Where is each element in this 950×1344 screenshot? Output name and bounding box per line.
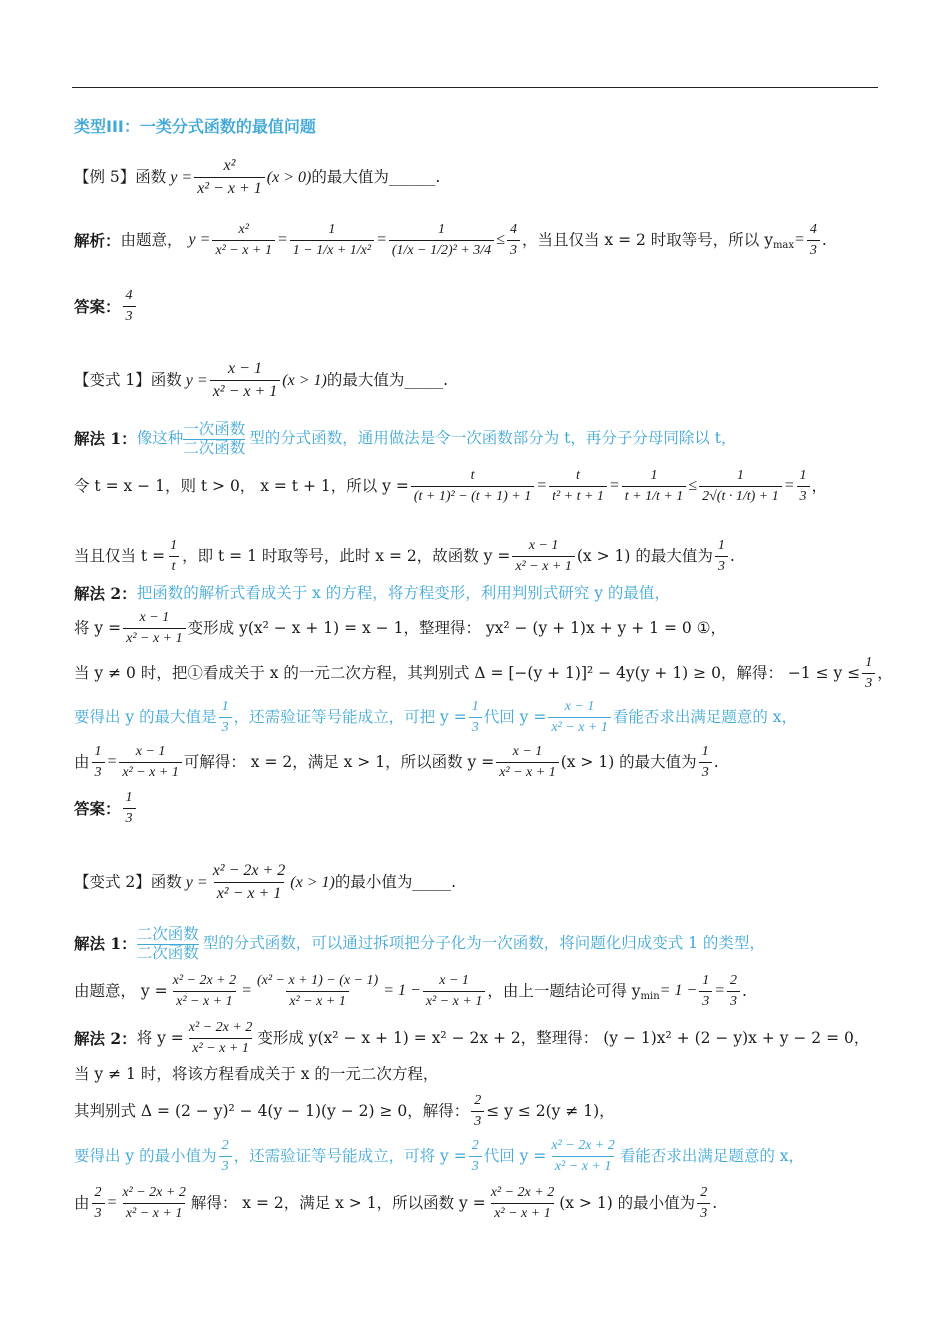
v1-type-stack: 一次函数 二次函数 bbox=[183, 420, 246, 457]
ex5-lead: 【例 5】函数 bbox=[74, 167, 167, 186]
v2-l7-min: $\frac{2}{3}$ bbox=[697, 1185, 710, 1222]
eq-sign: = bbox=[783, 477, 795, 495]
v1-line2 bbox=[74, 468, 827, 505]
v1-l2-frac2: $\frac{t}{\text{t² + t + 1}}$ bbox=[549, 468, 607, 505]
v2-line7-end: . bbox=[712, 1193, 718, 1212]
ex5-answer bbox=[74, 288, 138, 325]
ex5-y-eq: y = bbox=[170, 168, 193, 186]
v2-tail: 的最小值为_____. bbox=[334, 872, 457, 891]
v2-l2-frac2: $\frac{\text{(x² − x + 1) − (x − 1)}}{\text{x² − x + 1}}$ bbox=[256, 973, 379, 1010]
ex5-solution-label: 解析： bbox=[74, 230, 121, 250]
v2-method2 bbox=[74, 1020, 869, 1057]
v1-method1-text: 型的分式函数，通用做法是令一次函数部分为 t，再分子分母同除以 t， bbox=[249, 429, 737, 448]
v2-y-eq: y = bbox=[185, 873, 208, 891]
v1-l8-third: $\frac{1}{3}$ bbox=[92, 744, 105, 781]
v2-line5 bbox=[74, 1093, 615, 1130]
v1-line6-text: 当 y ≠ 0 时，把①看成关于 x 的一元二次方程，其判别式 Δ = [−(y + 1)]² − 4y(y + 1) ≥ 0，解得： −1 ≤ y ≤ bbox=[74, 663, 861, 682]
le-sign: ≤ bbox=[688, 477, 698, 495]
ex5-answer-label: 答案： bbox=[74, 296, 121, 316]
v2-method2-label: 解法 2： bbox=[74, 1028, 137, 1048]
v1-question bbox=[74, 360, 448, 402]
v1-method1-label: 解法 1： bbox=[74, 429, 137, 449]
v2-l6-y: $\frac{2}{3}$ bbox=[469, 1138, 482, 1175]
section-title: 类型III：一类分式函数的最值问题 bbox=[74, 117, 316, 136]
ex5-sol-sub: max bbox=[772, 239, 795, 251]
ex5-sol-frac1: $\frac{\text{x²}}{\text{x² − x + 1}}$ bbox=[212, 222, 275, 259]
v1-l6-end: ， bbox=[877, 663, 893, 682]
v1-l3-max: $\frac{1}{3}$ bbox=[715, 538, 728, 575]
v1-method2-label: 解法 2： bbox=[74, 584, 137, 603]
ex5-fraction: $\frac{\text{x²}}{\text{x² − x + 1}}$ bbox=[194, 157, 265, 199]
v2-line2-lead: 由题意， y = bbox=[74, 981, 168, 1000]
v1-line5-lead: 将 y = bbox=[74, 618, 122, 637]
v2-type-stack: 二次函数 二次函数 bbox=[136, 925, 199, 962]
v2-question bbox=[74, 862, 456, 904]
ex5-solution: 解析： 由题意， y = $\frac{\text{x²}}{\text{x² − x + 1}}$ = $\frac{1}{\text{1 − 1/x + 1/x²}}$ = $\frac{1}{\text{(1/x − 1/2)² + 3/4}}$ ≤ $\frac{4}{3}$ ，当且仅当 x = 2 时取等号，所以 y max = $\frac{4}{3}$ . bbox=[74, 222, 827, 259]
ex5-sol-frac2: $\frac{1}{\text{1 − 1/x + 1/x²}}$ bbox=[290, 222, 374, 259]
v1-l2-end: ， bbox=[811, 476, 828, 495]
v1-l2-frac5: $\frac{1}{3}$ bbox=[797, 468, 810, 505]
v2-l2-frac1: $\frac{\text{x² − 2x + 2}}{\text{x² − x + 1}}$ bbox=[172, 973, 237, 1010]
v2-line5-tail: ≤ y ≤ 2(y ≠ 1)， bbox=[486, 1101, 615, 1120]
eq-sign: = bbox=[276, 231, 288, 249]
v1-line8-lead: 由 bbox=[74, 752, 90, 771]
v2-l2-min: $\frac{2}{3}$ bbox=[727, 973, 740, 1010]
ex5-condition: (x > 0) bbox=[266, 168, 312, 186]
v2-line3-lead: 将 y = bbox=[136, 1028, 184, 1047]
ex5-question bbox=[74, 157, 440, 199]
ex5-sol-frac3: $\frac{1}{\text{(1/x − 1/2)² + 3/4}}$ bbox=[389, 222, 494, 259]
v1-l3-func: $\frac{x - 1}{\text{x² − x + 1}}$ bbox=[512, 538, 575, 575]
v2-l7-func: $\frac{\text{x² − 2x + 2}}{\text{x² − x + 1}}$ bbox=[122, 1185, 186, 1222]
v1-line7-tail: 看能否求出满足题意的 x， bbox=[612, 707, 798, 726]
v1-line3-lead: 当且仅当 t = bbox=[74, 546, 166, 565]
v2-line5-lead: 其判别式 Δ = (2 − y)² − 4(y − 1)(y − 2) ≥ 0，解得： bbox=[74, 1101, 470, 1120]
eq-sign: = bbox=[714, 982, 726, 1000]
v2-l2-f3-pre: = 1 − bbox=[383, 982, 421, 1000]
v1-fraction: $\frac{x - 1}{\text{x² − x + 1}}$ bbox=[210, 360, 281, 402]
eq-sign: = bbox=[608, 477, 620, 495]
v1-l8-func2: $\frac{x - 1}{\text{x² − x + 1}}$ bbox=[496, 744, 559, 781]
v1-method1-pre: 像这种 bbox=[136, 429, 184, 448]
ex5-answer-value: $\frac{4}{3}$ bbox=[123, 288, 136, 325]
eq-sign: = bbox=[241, 982, 252, 1000]
v2-method1-label: 解法 1： bbox=[74, 934, 137, 954]
v1-condition: (x > 1) bbox=[282, 371, 327, 389]
v2-line6 bbox=[74, 1138, 804, 1175]
v2-line7-lead: 由 bbox=[74, 1193, 90, 1212]
v1-line8-tail: (x > 1) 的最大值为 bbox=[560, 752, 697, 771]
v1-line3-tail: (x > 1) 的最大值为 bbox=[576, 546, 713, 565]
v2-line7 bbox=[74, 1185, 717, 1222]
v1-line8-end: . bbox=[713, 752, 719, 771]
v1-l7-max: $\frac{1}{3}$ bbox=[219, 699, 232, 736]
ex5-sol-ymax: $\frac{4}{3}$ bbox=[807, 222, 820, 259]
v1-method2 bbox=[74, 585, 670, 603]
v2-l7-twothirds: $\frac{2}{3}$ bbox=[92, 1185, 105, 1222]
v1-method2-text: 把函数的解析式看成关于 x 的方程，将方程变形，利用判别式研究 y 的最值， bbox=[136, 584, 670, 602]
v1-l3-tfrac: $\frac{1}{t}$ bbox=[170, 538, 178, 575]
eq-sign: = bbox=[536, 477, 548, 495]
v1-l7-func: $\frac{x - 1}{\text{x² − x + 1}}$ bbox=[548, 699, 611, 736]
v2-line6-lead: 要得出 y 的最小值为 bbox=[74, 1146, 217, 1165]
v1-l7-y: $\frac{1}{3}$ bbox=[469, 699, 482, 736]
v2-line6-tail: 看能否求出满足题意的 x， bbox=[619, 1146, 805, 1165]
v2-l6-min: $\frac{2}{3}$ bbox=[219, 1138, 232, 1175]
v2-l5-bound: $\frac{2}{3}$ bbox=[471, 1093, 484, 1130]
v1-answer-label: 答案： bbox=[74, 798, 121, 818]
v1-l5-func: $\frac{x - 1}{\text{x² − x + 1}}$ bbox=[123, 610, 186, 647]
v1-l8-func: $\frac{x - 1}{\text{x² − x + 1}}$ bbox=[119, 744, 182, 781]
eq-sign: = bbox=[106, 753, 118, 771]
v1-line2-lead: 令 t = x − 1，则 t > 0， x = t + 1，所以 y = bbox=[74, 476, 409, 495]
v2-condition: (x > 1) bbox=[290, 873, 335, 891]
ex5-solution-lead: 由题意， bbox=[120, 230, 183, 249]
v2-l2-third: $\frac{1}{3}$ bbox=[699, 973, 712, 1010]
ex5-sol-mid: ，当且仅当 x = 2 时取等号，所以 y bbox=[521, 230, 773, 249]
v1-line8 bbox=[74, 744, 719, 781]
v2-lead: 【变式 2】函数 bbox=[74, 872, 182, 891]
eq-sign: = bbox=[376, 231, 387, 249]
le-sign: ≤ bbox=[496, 231, 505, 249]
v2-line3-text: 变形成 y(x² − x + 1) = x² − 2x + 2，整理得： (y − 1)x² + (2 − y)x + y − 2 = 0， bbox=[257, 1028, 870, 1047]
top-rule bbox=[72, 87, 878, 88]
v1-line5 bbox=[74, 610, 726, 647]
v1-l2-frac4: $\frac{1}{2√(t \cdot 1/t) + 1}$ bbox=[699, 468, 782, 505]
v1-line7-lead: 要得出 y 的最大值是 bbox=[74, 707, 217, 726]
v1-line3: 当且仅当 t = $\frac{1}{t}$ ，即 t = 1 时取等号，此时 x = 2，故函数 y = $\frac{x - 1}{\text{x² − x + 1}}$ (x > 1) 的最大值为 $\frac{1}{3}$ . bbox=[74, 538, 735, 575]
v1-l8-max: $\frac{1}{3}$ bbox=[699, 744, 712, 781]
v2-l7-func2: $\frac{\text{x² − 2x + 2}}{\text{x² − x + 1}}$ bbox=[490, 1185, 555, 1222]
v1-lead: 【变式 1】函数 bbox=[74, 370, 182, 389]
v2-line6-mid2: 代回 y = bbox=[483, 1146, 547, 1165]
v2-l6-func: $\frac{\text{x² − 2x + 2}}{\text{x² − x + 1}}$ bbox=[551, 1138, 615, 1175]
v1-line7-mid: ，还需验证等号能成立，可把 y = bbox=[233, 707, 467, 726]
v1-tail: 的最大值为_____. bbox=[326, 370, 449, 389]
eq-sign: = bbox=[106, 1194, 118, 1212]
v2-line7-mid: 解得： x = 2，满足 x > 1，所以函数 y = bbox=[190, 1193, 486, 1212]
v2-line2: 由题意， y = $\frac{\text{x² − 2x + 2}}{\text{x² − x + 1}}$ = $\frac{\text{(x² − x + 1) − (x − 1)}}{\text{x² − x + 1}}$ = 1 − $\frac{x - 1}{\text{x² − x + 1}}$ ，由上一题结论可得 y min = 1 − $\frac{1}{3}$ = $\frac{2}{3}$ . bbox=[74, 973, 747, 1010]
v1-answer bbox=[74, 790, 138, 827]
v2-line2-mid: ，由上一题结论可得 y bbox=[487, 981, 641, 1000]
v1-l2-frac1: $\frac{t}{\text{(t + 1)² − (t + 1) + 1}}$ bbox=[411, 468, 534, 505]
v2-line7-tail: (x > 1) 的最小值为 bbox=[559, 1193, 696, 1212]
v1-answer-value: $\frac{1}{3}$ bbox=[123, 790, 136, 827]
ex5-tail: 的最大值为______. bbox=[311, 167, 441, 186]
v1-l2-frac3: $\frac{1}{t + 1/t + 1}$ bbox=[622, 468, 687, 505]
v1-method1 bbox=[74, 421, 737, 458]
v2-l3-func: $\frac{\text{x² − 2x + 2}}{\text{x² − x + 1}}$ bbox=[188, 1020, 253, 1057]
v2-line4: 当 y ≠ 1 时，将该方程看成关于 x 的一元二次方程， bbox=[74, 1065, 439, 1083]
v2-line2-eq: = 1 − bbox=[659, 982, 698, 1000]
v1-l6-bound: $\frac{1}{3}$ bbox=[862, 655, 875, 692]
v1-line7 bbox=[74, 699, 797, 736]
v2-l2-frac3: $\frac{x - 1}{\text{x² − x + 1}}$ bbox=[423, 973, 486, 1010]
v2-method1-text: 型的分式函数，可以通过拆项把分子化为一次函数，将问题化归成变式 1 的类型， bbox=[202, 934, 765, 953]
v1-line3-mid: ，即 t = 1 时取等号，此时 x = 2，故函数 y = bbox=[182, 546, 511, 565]
v1-line6 bbox=[74, 655, 893, 692]
v1-line8-mid: 可解得： x = 2，满足 x > 1，所以函数 y = bbox=[183, 752, 495, 771]
v1-line5-text: 变形成 y(x² − x + 1) = x − 1，整理得： yx² − (y + 1)x + y + 1 = 0 ①， bbox=[187, 618, 727, 637]
v2-method1 bbox=[74, 926, 765, 963]
eq-sign: = bbox=[794, 231, 805, 249]
v1-y-eq: y = bbox=[185, 371, 208, 389]
ex5-sol-bound: $\frac{4}{3}$ bbox=[507, 222, 520, 259]
v2-line6-mid: ，还需验证等号能成立，可将 y = bbox=[233, 1146, 467, 1165]
v2-l2-sub: min bbox=[640, 990, 660, 1002]
ex5-sol-y: y = bbox=[188, 231, 211, 249]
v1-line7-mid2: 代回 y = bbox=[483, 707, 547, 726]
v2-fraction: $\frac{\text{x² − 2x + 2}}{\text{x² − x + 1}}$ bbox=[212, 862, 286, 903]
